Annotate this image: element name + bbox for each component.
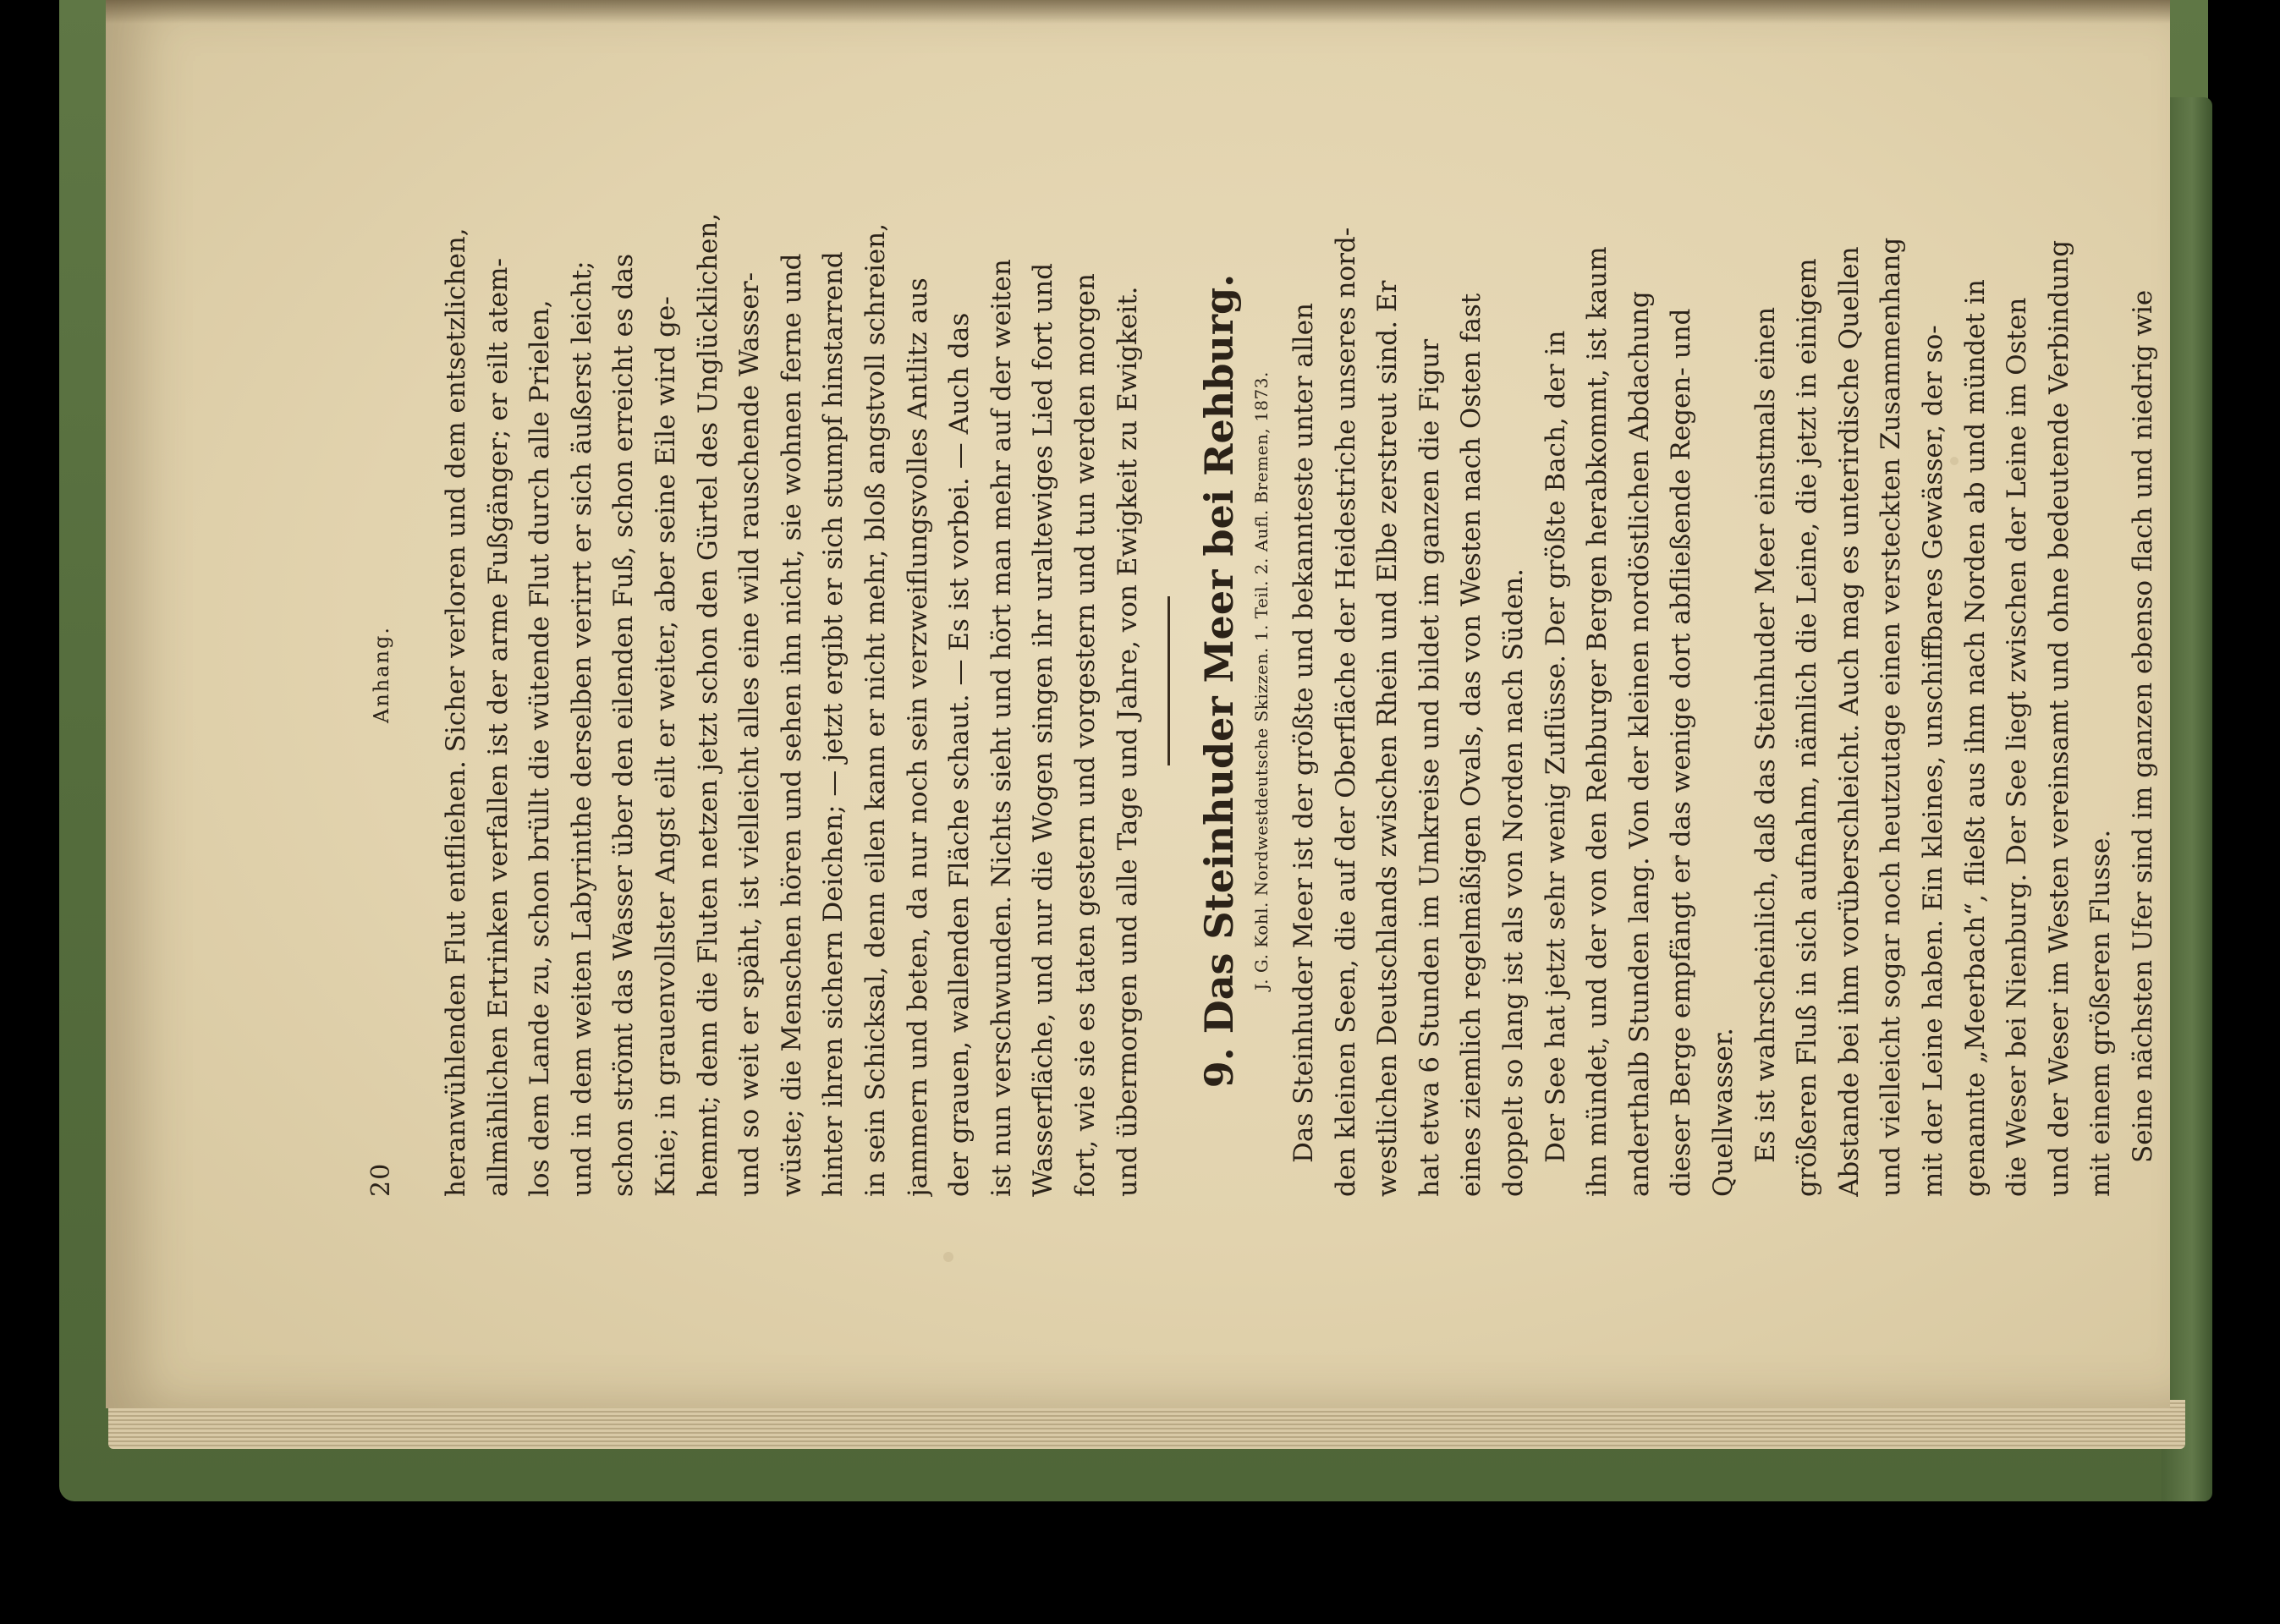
- text-line: und vielleicht sogar noch heutzutage einen versteckten Zusammenhang: [1876, 237, 1907, 1197]
- text-line: hat etwa 6 Stunden im Umkreise und bildet im ganzen die Figur: [1414, 338, 1445, 1197]
- section-divider: [1167, 596, 1170, 765]
- text-line: Wasserfläche, und nur die Wogen singen ihr uraltewiges Lied fort und: [1028, 262, 1059, 1197]
- section-source: J. G. Kohl. Nordwestdeutsche Skizzen. 1. Teil. 2. Aufl. Bremen, 1873.: [1251, 371, 1272, 990]
- rotated-text-block: [360, 131, 2158, 1231]
- text-line: Es ist wahrscheinlich, daß das Steinhuder Meer einstmals einen: [1750, 306, 1781, 1163]
- running-head: Anhang.: [370, 625, 393, 723]
- text-line: jammern und beten, da nur noch sein verzweiflungsvolles Antlitz aus: [902, 277, 933, 1197]
- text-line: eines ziemlich regelmäßigen Ovals, das von Westen nach Osten fast: [1456, 293, 1487, 1197]
- text-line: und der Weser im Westen vereinsamt und ohne bedeutende Verbindung: [2043, 239, 2074, 1197]
- text-line: und in dem weiten Labyrinthe derselben verirrt er sich äußerst leicht;: [566, 261, 597, 1197]
- text-line: Der See hat jetzt sehr wenig Zuflüsse. Der größte Bach, der in: [1540, 330, 1571, 1163]
- text-line: doppelt so lang ist als von Norden nach Süden.: [1498, 568, 1530, 1197]
- text-line: ihn mündet, und der von den Rehburger Bergen herabkommt, ist kaum: [1582, 246, 1613, 1197]
- text-line: Quellwasser.: [1708, 1027, 1739, 1197]
- text-line: anderthalb Stunden lang. Von der kleinen nordöstlichen Abdachung: [1623, 291, 1655, 1197]
- text-line: Abstande bei ihm vorüberschleicht. Auch mag es unterirdische Quellen: [1833, 246, 1865, 1197]
- section-title: 9. Das Steinhuder Meer bei Rehburg.: [1196, 273, 1243, 1089]
- text-line: los dem Lande zu, schon brüllt die wütende Flut durch alle Prielen,: [525, 299, 556, 1197]
- section-paragraphs: [1283, 165, 2164, 1197]
- text-line: Knie; in grauenvollster Angst eilt er weiter, aber seine Eile wird ge-: [650, 296, 681, 1197]
- text-line: größeren Fluß in sich aufnahm, nämlich die Leine, die jetzt in einigem: [1792, 258, 1823, 1197]
- text-line: wüste; die Menschen hören und sehen ihn nicht, sie wohnen ferne und: [776, 253, 807, 1197]
- text-line: heranwühlenden Flut entfliehen. Sicher verloren und dem entsetzlichen,: [441, 228, 471, 1197]
- text-line: Das Steinhuder Meer ist der größte und bekannteste unter allen: [1288, 302, 1320, 1163]
- book-page: [106, 0, 2170, 1408]
- text-line: ist nun verschwunden. Nichts sieht und hört man mehr auf der weiten: [986, 259, 1017, 1197]
- paper-spot: [943, 1252, 953, 1262]
- text-line: mit einem größeren Flusse.: [2085, 829, 2117, 1197]
- text-line: die Weser bei Nienburg. Der See liegt zwischen der Leine im Osten: [2002, 297, 2033, 1197]
- text-line: und so weit er späht, ist vielleicht alles eine wild rauschende Wasser-: [734, 272, 766, 1197]
- text-line: westlichen Deutschlands zwischen Rhein und Elbe zerstreut sind. Er: [1372, 280, 1404, 1197]
- text-line: hinter ihren sichern Deichen; — jetzt ergibt er sich stumpf hinstarrend: [818, 251, 849, 1197]
- text-line: in sein Schicksal, denn eilen kann er nicht mehr, bloß angstvoll schreien,: [860, 222, 891, 1197]
- text-line: hemmt; denn die Fluten netzen jetzt schon den Gürtel des Unglücklichen,: [692, 212, 723, 1197]
- text-line: der grauen, wallenden Fläche schaut. — Es ist vorbei. — Auch das: [944, 312, 975, 1197]
- text-line: schon strömt das Wasser über den eilenden Fuß, schon erreicht es das: [608, 253, 640, 1197]
- text-line: Seine nächsten Ufer sind im ganzen ebenso flach und niedrig wie: [2127, 289, 2158, 1163]
- continued-paragraph: [436, 165, 1149, 1197]
- page-number: 20: [366, 1162, 396, 1197]
- text-line: und übermorgen und alle Tage und Jahre, von Ewigkeit zu Ewigkeit.: [1112, 286, 1143, 1197]
- page-header: [360, 131, 410, 1231]
- text-line: mit der Leine haben. Ein kleines, unschiffbares Gewässer, der so-: [1918, 325, 1948, 1197]
- text-line: genannte „Meerbach“, fließt aus ihm nach Norden ab und mündet in: [1959, 279, 1991, 1197]
- page-gutter-shadow: [106, 0, 2170, 24]
- text-line: den kleinen Seen, die auf der Oberfläche der Heidestriche unseres nord-: [1330, 227, 1361, 1197]
- text-line: fort, wie sie es taten gestern und vorgestern und tun werden morgen: [1069, 273, 1101, 1197]
- text-line: dieser Berge empfängt er das wenige dort abfließende Regen- und: [1666, 308, 1697, 1197]
- text-line: allmählichen Ertrinken verfallen ist der arme Fußgänger; er eilt atem-: [482, 258, 514, 1197]
- page-body: [436, 165, 2165, 1197]
